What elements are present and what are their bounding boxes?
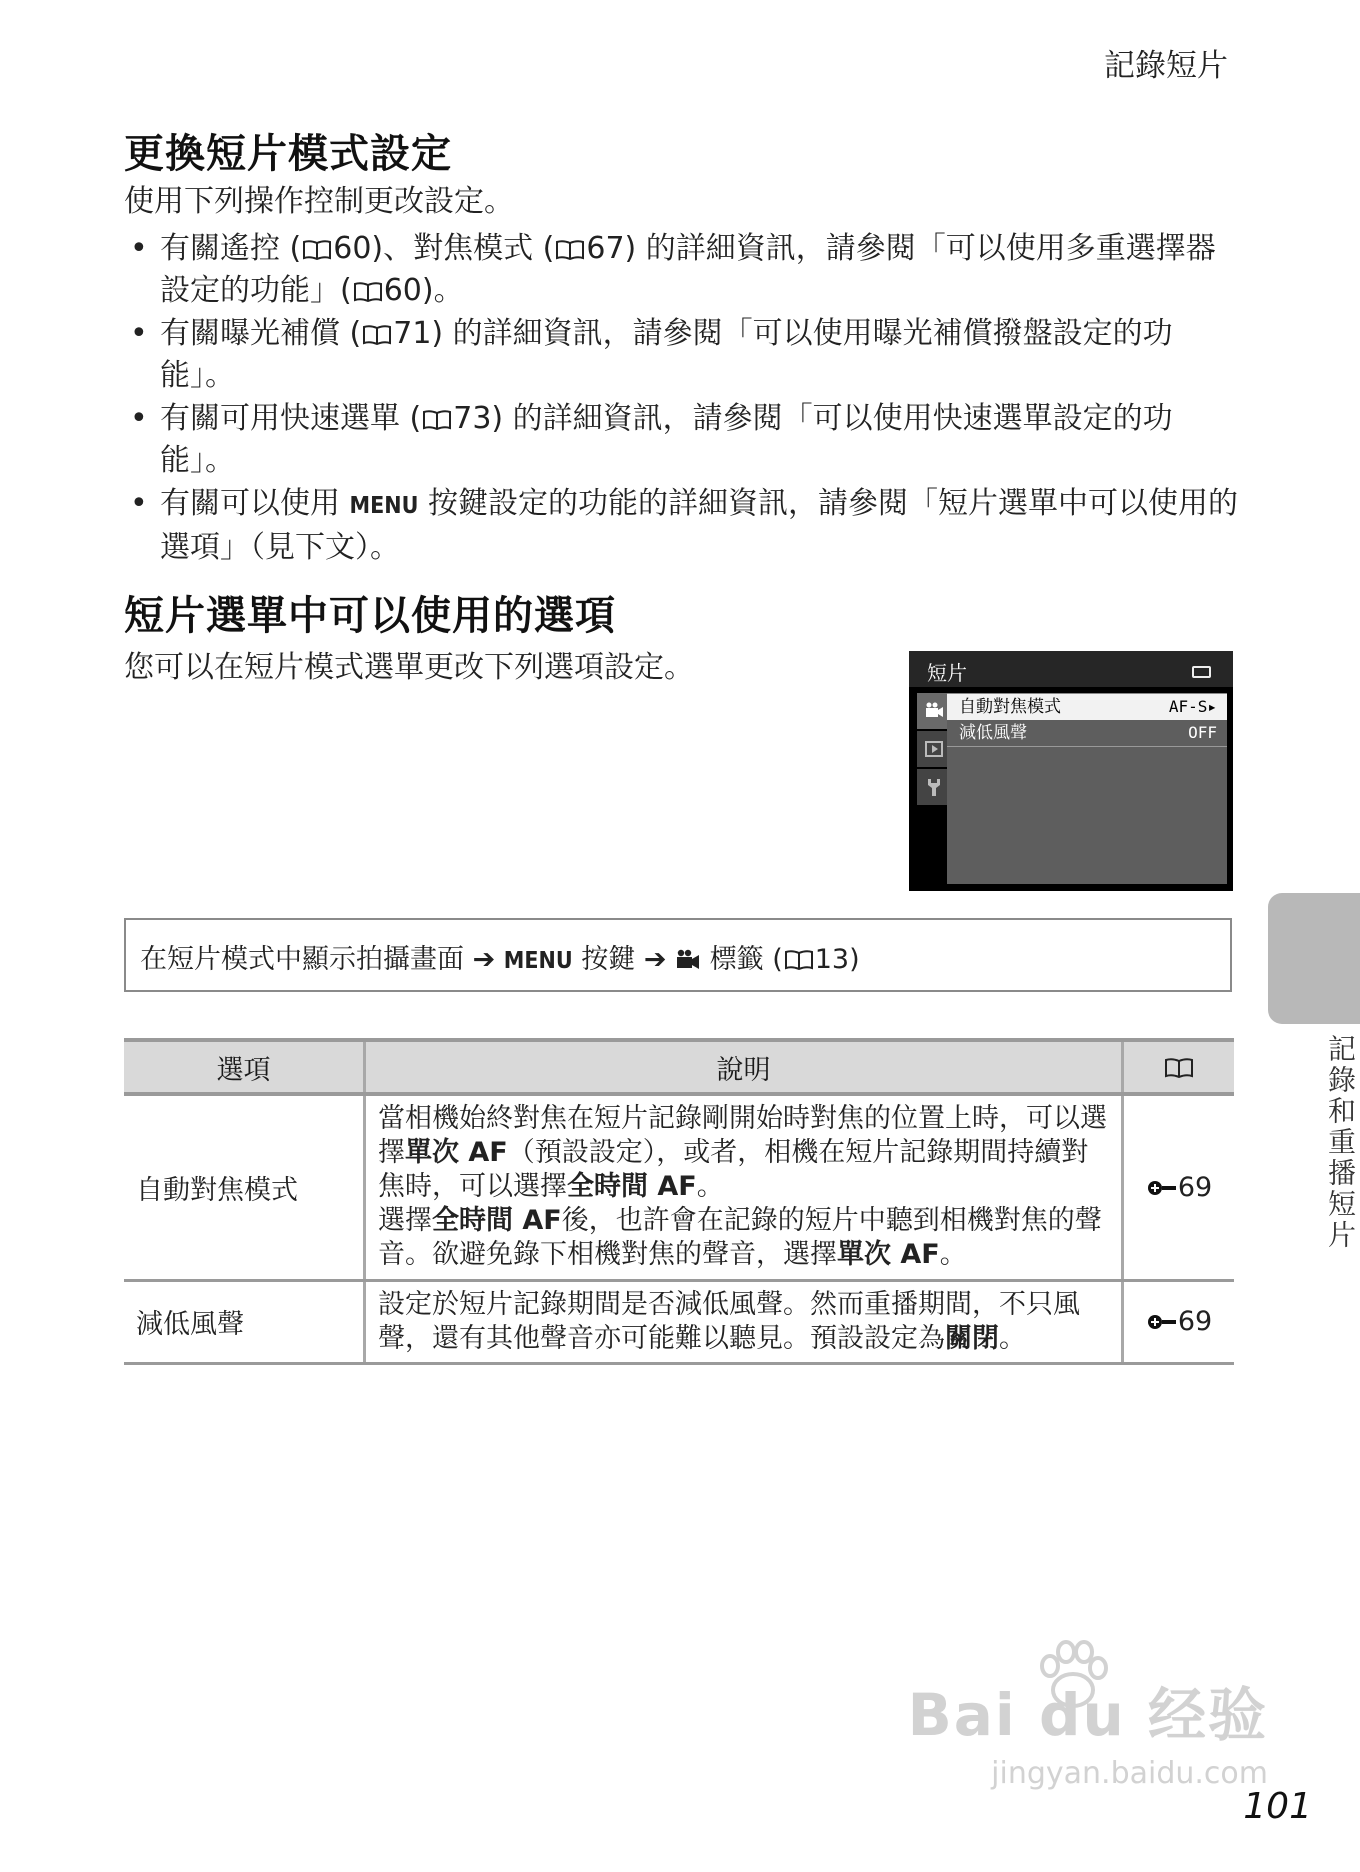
option-name: 減低風聲 [124,1280,365,1363]
battery-icon [1192,666,1211,678]
table-header-row [124,1040,1234,1094]
bullet-icon: • [130,486,148,521]
options-table [124,1038,1234,1365]
camera-menu-item-af-mode: 自動對焦模式 AF-S▸ [947,694,1227,720]
section-intro: 使用下列操作控制更改設定。 [124,184,514,219]
movie-tab-icon [675,949,701,971]
bullet-icon: • [130,401,148,436]
section-intro: 您可以在短片模式選單更改下列選項設定。 [124,650,694,685]
book-ref-icon [302,239,332,260]
navigation-path-box [124,918,1232,992]
playback-tab-icon [917,731,951,767]
bullet-list [124,228,1239,570]
section-title-movie-menu-options: 短片選單中可以使用的選項 [124,593,616,639]
running-header: 記錄短片 [1104,48,1228,84]
book-ref-icon [362,324,392,345]
book-ref-icon [555,239,585,260]
option-description: 設定於短片記錄期間是否減低風聲。然而重播期間，不只風聲，還有其他聲音亦可能難以聽見。預設設定為關閉。 [365,1280,1123,1363]
list-item: • 有關可以使用 MENU 按鍵設定的功能的詳細資訊，請參閱「短片選單中可以使用的選項」（見下文）。 [124,483,1239,569]
section-title-change-settings: 更換短片模式設定 [124,131,452,177]
header-option: 選項 [124,1040,365,1094]
reference-section-icon [1146,1313,1178,1331]
option-page-ref: 69 [1123,1280,1235,1363]
option-page-ref: 69 [1123,1094,1235,1280]
table-row [124,1094,1234,1280]
bullet-icon: • [130,231,148,266]
setup-tab-icon [917,769,951,805]
header-description: 說明 [365,1040,1123,1094]
book-ref-icon [353,281,383,302]
book-ref-icon [422,409,452,430]
option-name: 自動對焦模式 [124,1094,365,1280]
chapter-side-label: 記錄和重播短片 [1324,1034,1357,1251]
reference-section-icon [1146,1179,1178,1197]
book-ref-icon [784,949,814,970]
page-number: 101 [1243,1786,1312,1827]
camera-screen-header [909,651,1233,687]
menu-button-label: MENU [503,948,573,974]
list-item: • 有關曝光補償 ( 71) 的詳細資訊，請參閱「可以使用曝光補償撥盤設定的功能」。 [124,313,1239,397]
list-item: • 有關可用快速選單 ( 73) 的詳細資訊，請參閱「可以使用快速選單設定的功能」。 [124,398,1239,482]
camera-menu-item-wind-noise: 減低風聲 OFF [947,720,1227,747]
movie-tab-icon [917,693,951,729]
watermark-logo: Bai du 经验 [907,1681,1268,1749]
camera-menu-tabs [917,693,951,883]
book-ref-icon [1164,1057,1194,1078]
table-row [124,1280,1234,1363]
bullet-icon: • [130,316,148,351]
header-ref [1123,1040,1235,1094]
menu-button-label: MENU [349,493,419,519]
chapter-side-tab [1268,893,1360,1024]
camera-menu-panel [947,693,1227,884]
watermark-url: jingyan.baidu.com [991,1756,1268,1791]
watermark [908,1668,1268,1791]
navigation-path: 在短片模式中顯示拍攝畫面 ➔ MENU 按鍵 ➔ 標籤 ( 13) [140,944,860,975]
paw-logo-icon [1028,1640,1118,1710]
option-description: 當相機始終對焦在短片記錄剛開始時對焦的位置上時，可以選擇單次 AF（預設設定），或者，相機在短片記錄期間持續對焦時，可以選擇全時間 AF。 選擇全時間 AF後，也許會在記錄的短片中聽到相機對焦的聲音。欲避免錄下相機對焦的聲音，選擇單次 AF。 [365,1094,1123,1280]
camera-screen-title: 短片 [927,661,967,685]
list-item: • 有關遙控 ( 60)、對焦模式 ( 67) 的詳細資訊，請參閱「可以使用多重選擇器設定的功能」( 60)。 [124,228,1239,312]
camera-menu-screen [909,651,1233,891]
